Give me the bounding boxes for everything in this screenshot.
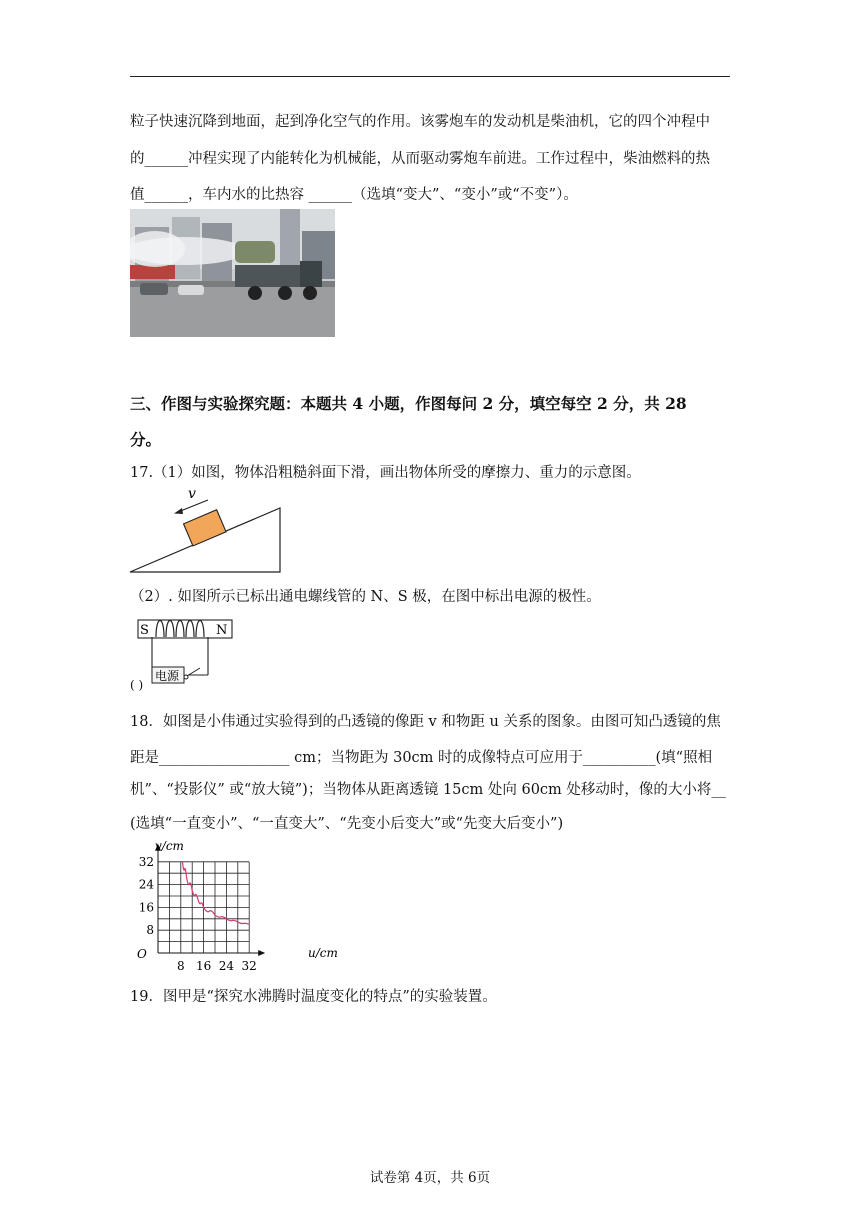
intro-line-3: 值______，车内水的比热容 ______（选填“变大”、“变小”或“不变”）。 [130, 187, 578, 203]
q19-line-1: 19．图甲是“探究水沸腾时温度变化的特点”的实验装置。 [130, 989, 497, 1005]
x-tick-label: 32 [241, 959, 257, 973]
intro-line-1: 粒子快速沉降到地面，起到净化空气的作用。该雾炮车的发动机是柴油机，它的四个冲程中 [130, 114, 710, 130]
x-axis-label: u/cm [308, 946, 338, 960]
incline-figure [128, 486, 288, 578]
top-rule [130, 76, 730, 77]
section-3-title: 三、作图与实验探究题：本题共 4 小题，作图每问 2 分，填空每空 2 分，共 28 [130, 394, 687, 413]
q17-part1: 17.（1）如图，物体沿粗糙斜面下滑，画出物体所受的摩擦力、重力的示意图。 [130, 465, 641, 481]
page-footer: 试卷第 4页，共 6页 [369, 1170, 491, 1186]
chart-ticks [139, 855, 257, 973]
velocity-label: v [188, 486, 196, 502]
intro-line-2: 的______冲程实现了内能转化为机械能，从而驱动雾炮车前进。工作过程中，柴油燃料的热 [130, 151, 710, 167]
q18-line-2: 距是__________________ cm；当物距为 30cm 时的成像特点可应用于__________(填“照相 [130, 750, 713, 766]
q18-line-3: 机”、“投影仪” 或“放大镜”)；当物体从距离透镜 15cm 处向 60cm 处移动时，像的大小将__ [130, 782, 726, 798]
q18-line-1: 18．如图是小伟通过实验得到的凸透镜的像距 v 和物距 u 关系的图象。由图可知凸透镜的焦 [130, 714, 721, 730]
q18-line-4: (选填“一直变小”、“一直变大”、“先变小后变大”或“先变大后变小”) [130, 816, 564, 832]
x-tick-label: 24 [218, 959, 235, 973]
y-axis-label: v/cm [155, 839, 184, 853]
y-tick-label: 24 [138, 877, 154, 892]
y-tick-label: 16 [138, 900, 154, 915]
q17-part2: （2）. 如图所示已标出通电螺线管的 N、S 极，在图中标出电源的极性。 [130, 589, 601, 605]
chart-axes [155, 844, 265, 956]
pole-s-label: S [140, 623, 149, 638]
fog-cannon-truck-photo [130, 209, 335, 337]
image-distance-chart [128, 836, 348, 976]
velocity-arrowhead [174, 508, 183, 514]
section-3-title-cont: 分。 [130, 430, 162, 449]
y-tick-label: 8 [146, 923, 154, 938]
pole-n-label: N [216, 623, 228, 638]
x-tick-label: 16 [195, 959, 212, 973]
x-tick-label: 8 [176, 959, 185, 973]
x-axis-arrow [258, 950, 265, 956]
y-tick-label: 32 [138, 854, 154, 869]
solenoid-coil [156, 621, 204, 638]
sliding-block [184, 510, 227, 546]
solenoid-circuit-figure [130, 613, 240, 693]
power-source-label: 电源 [155, 669, 180, 683]
origin-label: O [137, 947, 147, 961]
q17-answer-paren: ( ) [130, 678, 144, 692]
